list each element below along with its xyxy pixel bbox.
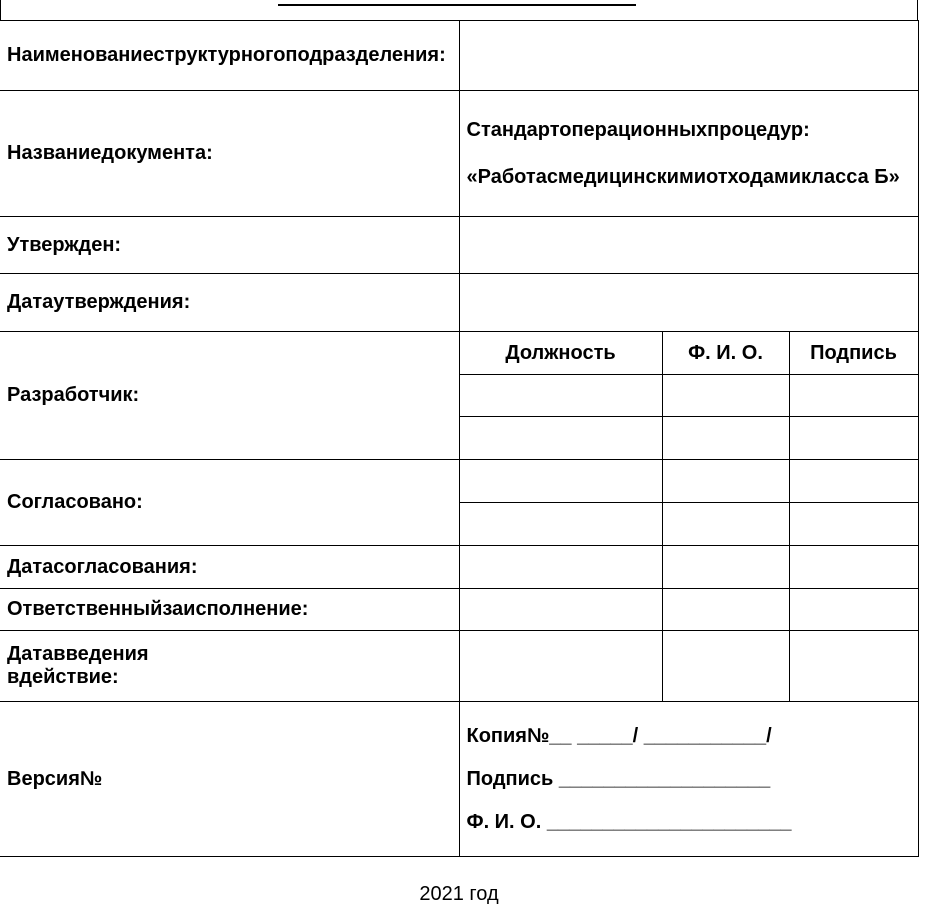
responsible-fio[interactable] xyxy=(662,589,789,631)
agreement-date-fio[interactable] xyxy=(662,546,789,589)
agreed-signature-1[interactable] xyxy=(789,460,918,503)
effective-date-position[interactable] xyxy=(459,631,662,702)
agreement-date-label: Датасогласования: xyxy=(0,546,459,589)
agreed-fio-1[interactable] xyxy=(662,460,789,503)
developer-position-1[interactable] xyxy=(459,375,662,417)
doc-name-line1: Стандартоперационныхпроцедур: xyxy=(466,118,810,141)
row-agreement-date xyxy=(0,546,918,589)
approved-value[interactable] xyxy=(459,217,918,274)
signature-line: Подпись ___________________ xyxy=(466,767,771,790)
developer-position-2[interactable] xyxy=(459,417,662,460)
fio-line: Ф. И. О. ______________________ xyxy=(466,810,792,833)
version-label: Версия№ xyxy=(0,702,459,857)
doc-name-line2: «Работасмедицинскимиотходамикласса Б» xyxy=(466,165,900,188)
agreement-date-signature[interactable] xyxy=(789,546,918,589)
row-unit xyxy=(0,21,918,91)
agreed-signature-2[interactable] xyxy=(789,503,918,546)
developer-signature-1[interactable] xyxy=(789,375,918,417)
approval-date-label: Датаутверждения: xyxy=(0,274,459,332)
doc-name-gap xyxy=(467,142,911,166)
developer-label: Разработчик: xyxy=(0,332,459,460)
effective-date-text: Датавведения вдействие: xyxy=(7,643,149,688)
version-gap-1 xyxy=(467,748,911,768)
row-column-headers xyxy=(0,332,918,375)
developer-fio-1[interactable] xyxy=(662,375,789,417)
col-header-position: Должность xyxy=(459,332,662,375)
agreement-date-position[interactable] xyxy=(459,546,662,589)
row-effective-date xyxy=(0,631,918,702)
effective-date-signature[interactable] xyxy=(789,631,918,702)
col-header-signature: Подпись xyxy=(789,332,918,375)
row-approval-date xyxy=(0,274,918,332)
doc-name-value xyxy=(459,91,918,217)
col-header-fio: Ф. И. О. xyxy=(662,332,789,375)
developer-fio-2[interactable] xyxy=(662,417,789,460)
developer-signature-2[interactable] xyxy=(789,417,918,460)
unit-label: Наименованиеструктурногоподразделения: xyxy=(0,21,459,91)
responsible-position[interactable] xyxy=(459,589,662,631)
responsible-label: Ответственныйзаисполнение: xyxy=(0,589,459,631)
top-signature-line xyxy=(278,0,636,6)
row-doc-name xyxy=(0,91,918,217)
agreed-fio-2[interactable] xyxy=(662,503,789,546)
doc-name-label: Названиедокумента: xyxy=(0,91,459,217)
approved-label: Утвержден: xyxy=(0,217,459,274)
version-value xyxy=(459,702,918,857)
responsible-signature[interactable] xyxy=(789,589,918,631)
row-approved xyxy=(0,217,918,274)
approval-date-value[interactable] xyxy=(459,274,918,332)
agreed-row-1 xyxy=(0,460,918,503)
unit-value[interactable] xyxy=(459,21,918,91)
row-responsible xyxy=(0,589,918,631)
document-approval-table xyxy=(0,20,919,857)
effective-date-fio[interactable] xyxy=(662,631,789,702)
row-version xyxy=(0,702,918,857)
footer-year: 2021 год xyxy=(419,883,499,905)
agreed-position-1[interactable] xyxy=(459,460,662,503)
effective-date-label xyxy=(0,631,459,702)
copy-line: Копия№__ _____/ ___________/ xyxy=(466,724,772,747)
agreed-position-2[interactable] xyxy=(459,503,662,546)
agreed-label: Согласовано: xyxy=(0,460,459,546)
version-gap-2 xyxy=(467,791,911,811)
